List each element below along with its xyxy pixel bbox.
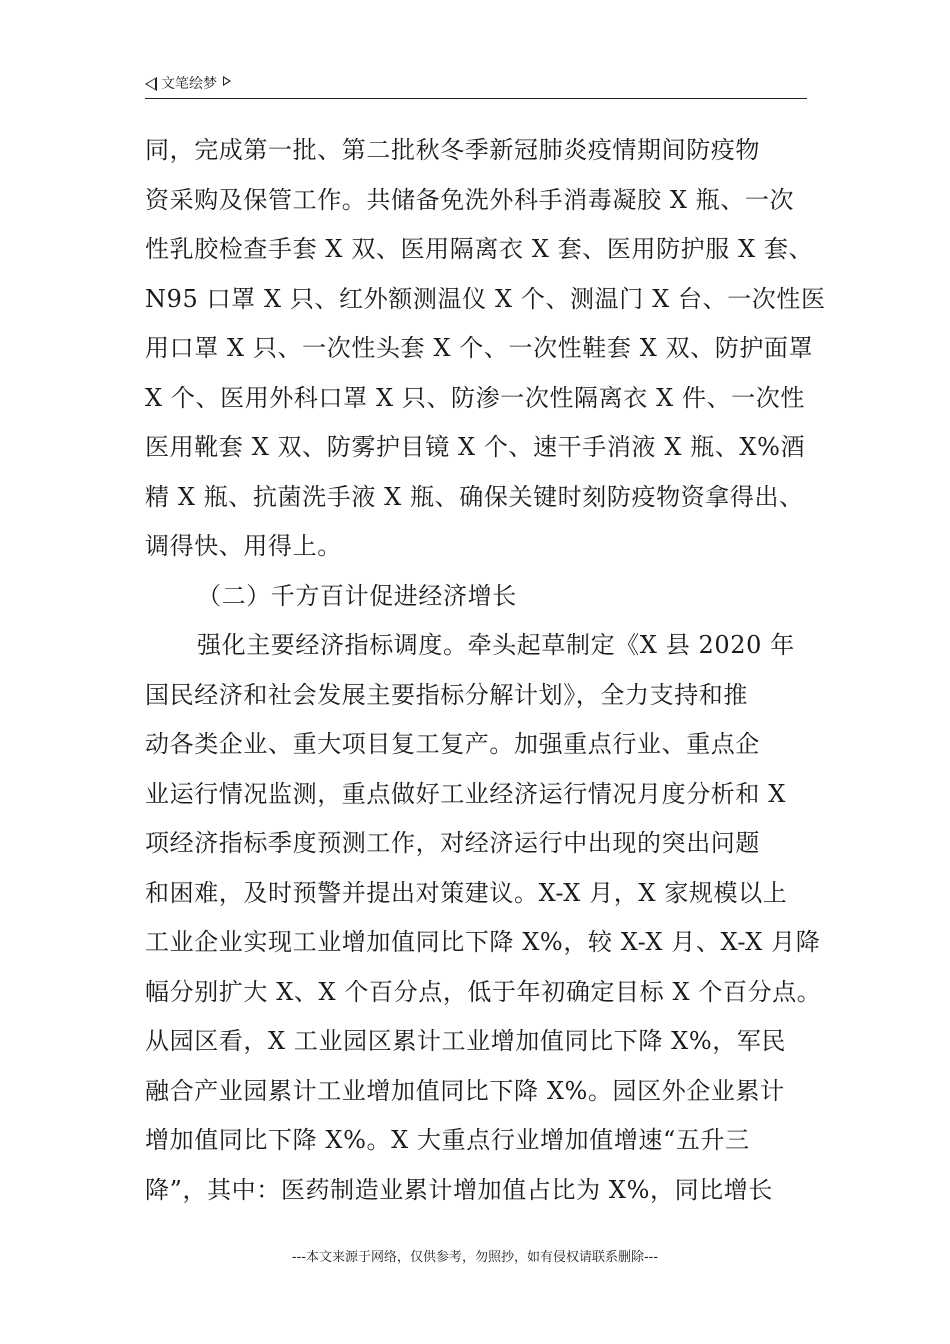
text-line: 动各类企业、重大项目复工复产。加强重点行业、重点企 xyxy=(145,730,760,758)
text-line: 增加值同比下降 X%。X 大重点行业增加值增速“五升三 xyxy=(145,1126,750,1154)
section-heading: （二）千方百计促进经济增长 xyxy=(197,581,517,610)
paragraph-first-line: 强化主要经济指标调度。牵头起草制定《X 县 2020 年 xyxy=(197,631,795,659)
text-line: 国民经济和社会发展主要指标分解计划》，全力支持和推 xyxy=(145,680,748,709)
text-line: 降”，其中：医药制造业累计增加值占比为 X%，同比增长 xyxy=(145,1175,773,1204)
text-line: 从园区看，X 工业园区累计工业增加值同比下降 X%，军民 xyxy=(145,1027,787,1055)
triangle-left-icon xyxy=(145,77,157,91)
text-line: 用口罩 X 只、一次性头套 X 个、一次性鞋套 X 双、防护面罩 xyxy=(145,334,814,362)
text-line: 精 X 瓶、抗菌洗手液 X 瓶、确保关键时刻防疫物资拿得出、 xyxy=(145,482,804,511)
text-line: 项经济指标季度预测工作，对经济运行中出现的突出问题 xyxy=(145,829,760,857)
text-line: 幅分别扩大 X、X 个百分点，低于年初确定目标 X 个百分点。 xyxy=(145,977,822,1006)
text-line: 资采购及保管工作。共储备免洗外科手消毒凝胶 X 瓶、一次 xyxy=(145,185,795,214)
text-line: 调得快、用得上。 xyxy=(145,532,342,560)
text-line: N95 口罩 X 只、红外额测温仪 X 个、测温门 X 台、一次性医 xyxy=(145,284,826,313)
text-line: 工业企业实现工业增加值同比下降 X%，较 X-X 月、X-X 月降 xyxy=(145,928,821,956)
triangle-right-icon xyxy=(223,76,231,86)
text-line: 性乳胶检查手套 X 双、医用隔离衣 X 套、医用防护服 X 套、 xyxy=(145,235,814,263)
text-line: 和困难，及时预警并提出对策建议。X-X 月，X 家规模以上 xyxy=(145,878,788,907)
text-line: 业运行情况监测，重点做好工业经济运行情况月度分析和 X xyxy=(145,779,786,808)
header-title: 文笔绘梦 xyxy=(161,76,217,92)
text-line: X 个、医用外科口罩 X 只、防渗一次性隔离衣 X 件、一次性 xyxy=(145,383,806,412)
document-body xyxy=(145,126,826,1215)
text-line: 融合产业园累计工业增加值同比下降 X%。园区外企业累计 xyxy=(145,1076,785,1105)
footer-disclaimer: ---本文来源于网络，仅供参考，勿照抄，如有侵权请联系删除--- xyxy=(291,1250,659,1265)
page-header xyxy=(145,74,807,99)
text-line: 同，完成第一批、第二批秋冬季新冠肺炎疫情期间防疫物 xyxy=(145,136,760,164)
text-line: 医用靴套 X 双、防雾护目镜 X 个、速干手消液 X 瓶、X%酒 xyxy=(145,433,806,461)
